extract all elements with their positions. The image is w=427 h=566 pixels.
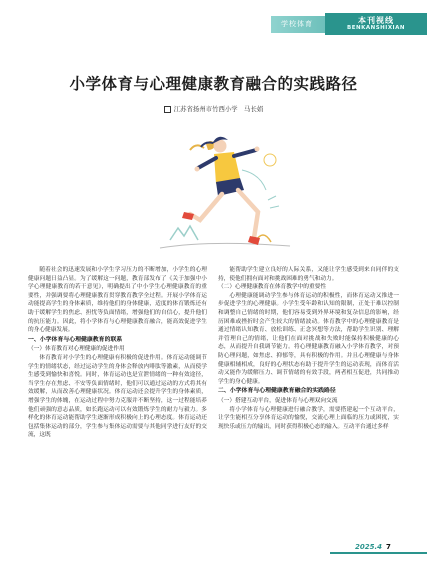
paragraph: 随着社会的迅速发展和小学生学习压力的不断增加，小学生的心理健康问题日益凸显。为了缓解这一问题，教育部发布了《关于加强中小学心理健康教育的若干意见》，明确提出了中小学生心理健康教育的重要性，并强调要将心理健康教育贯穿教育教学全过程。开展小学体育运动能提高学生的身体素质，维持他们的身体健康，适度的体育锻炼还有助于缓解学生的焦虑、担忧等负面情绪，增强他们的自信心，提升他们的抗压能力。因此，将小学体育与心理健康教育融合，能高效促进学生的身心健康发展。 <box>28 267 207 334</box>
paragraph: 体育教育对小学生的心理健康有积极的促进作用。体育运动能调节学生的情绪状态，经过运动学生的身体会释放内啡肽等激素，从而使学生感受到愉快和喜悦。同时，体育运动也是宣泄情绪的一种有效途径，当学生存在焦虑、不安等负面情绪时，他们可以通过运动的方式将其有效缓解，从而改善心理健康状况。体育运动还会提升学生的身体素质，增强学生的体魄，在运动过程中努力克服并不断坚持，这一过程能培养他们顽强的意志品质，如长跑运动可以有效锻炼学生的耐力与毅力。多样化的体育运动能帮助学生逐渐形成积极向上的心理态度。体育运动还包括集体运动的部分，学生参与集体运动需要与其他同学进行友好的交流，这既 <box>28 354 207 439</box>
issue-number: 2025.4 <box>355 543 383 551</box>
section-title-cn: 本刊视线 <box>358 16 394 25</box>
paragraph: 能帮助学生建立良好的人际关系，又能让学生感受到来自同伴的支持，使他们拥有面对和挑战困难的勇气和动力。 <box>218 267 399 282</box>
section-title-en: BENKANSHIXIAN <box>347 25 405 31</box>
section-heading: 一、小学体育与心理健康教育的联系 <box>28 336 123 343</box>
page-footer <box>355 543 391 551</box>
byline <box>0 104 427 113</box>
section-heading: （一）搭建互动平台，促进体育与心理双向交流 <box>218 397 338 404</box>
left-column <box>28 266 207 536</box>
right-column <box>218 266 399 536</box>
section-heading: 二、小学体育与心理健康教育融合的实践路径 <box>218 388 336 395</box>
paragraph: 心理健康能调动学生参与体育运动的积极性，而体育运动又推进一步促进学生的心理健康。小学生受年龄和认知的限制，正处于难以控制和调整自己情绪的时期，他们容易受到外界环境和复杂信息的影响，经历困难或挫折时会产生较大的情绪波动。体育教学中的心理健康教育是通过情绪认知教育、放松训练、正念冥想等方法，帮助学生识别、理解并管理自己的情绪，让他们在面对挑战和失败时能保持积极健康的心态，从而提升自我调节能力。将心理健康教育融入小学体育教学，对预防心理问题，如焦虑、抑郁等，具有积极的作用。并且心理健康与身体健康相辅相成，良好的心理状态有助于提升学生的运动表现，而体育活动又能作为缓解压力、调节情绪的有效手段，两者相互促进，共同推动学生的身心健康。 <box>218 292 399 385</box>
section-heading: （二）心理健康教育在体育教学中的重要性 <box>218 284 327 291</box>
page-number: 7 <box>386 543 391 551</box>
column-label: 学校体育 <box>281 20 313 28</box>
author-line: 江苏省扬州市竹西小学 马长娟 <box>173 105 264 113</box>
paragraph: 将小学体育与心理健康进行融合教学，需要搭建起一个互动平台，让学生能相互分享体育运动的愉悦，交流心理上面临的压力或困扰，实现快乐或压力的输出，同时获得积极心态的输入。互动平台通过多样 <box>218 406 399 430</box>
section-tag <box>325 13 427 35</box>
square-icon <box>164 106 171 113</box>
running-girl-illustration <box>150 130 300 260</box>
article-title: 小学体育与心理健康教育融合的实践路径 <box>69 74 358 93</box>
section-heading: （一）体育教育对心理健康的促进作用 <box>28 346 125 353</box>
footer-rule <box>330 552 427 554</box>
